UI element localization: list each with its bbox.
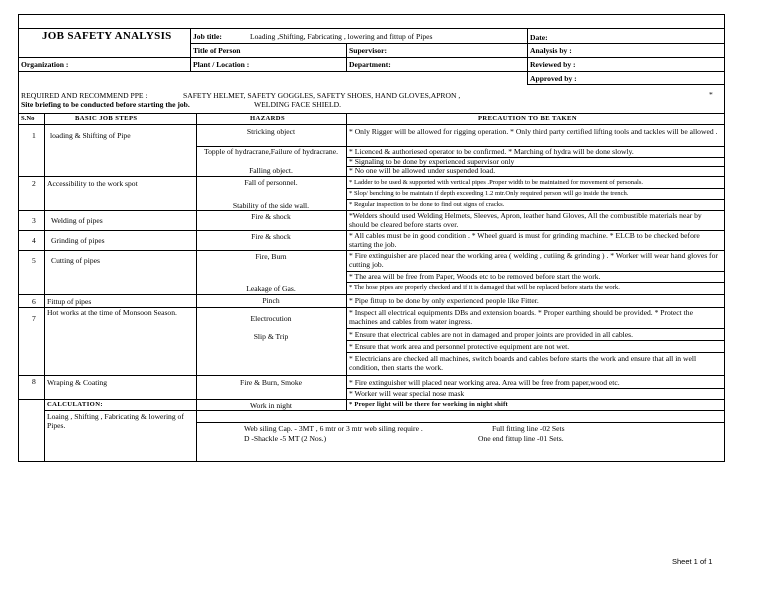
rule (346, 43, 347, 71)
rule (196, 250, 346, 251)
row-step: loading & Shifting of Pipe (50, 131, 131, 140)
rule (18, 210, 196, 211)
rule (346, 352, 725, 353)
hazard: Topple of hydracrane,Failure of hydracrane. (204, 147, 338, 156)
hazard: Stricking object (246, 127, 296, 136)
row-step: Accessibility to the work spot (47, 179, 138, 188)
row-no: 5 (32, 256, 36, 265)
rule (346, 399, 725, 400)
rule (346, 375, 725, 376)
rule (527, 84, 725, 85)
rule (18, 230, 196, 231)
precaution: * Slop/ benching to be maintain if depth exceeding 1.2 mtr.Only required person will go inside the trench. (349, 190, 629, 197)
precaution: * Ensure that work area and personnel protective equipment are not wet. (349, 342, 570, 351)
rule (196, 230, 346, 231)
rule (346, 328, 725, 329)
rule (527, 28, 528, 84)
hazard: Fire & shock (251, 212, 291, 221)
ppe-label: REQUIRED AND RECOMMEND PPE : (21, 91, 148, 100)
rule (346, 282, 725, 283)
rule (196, 176, 346, 177)
precaution: * Ensure that electrical cables are not in damaged and proper joints are provided in all cables. (349, 330, 634, 339)
rule (18, 28, 725, 29)
ppe-star: * (709, 90, 713, 99)
hazard: Fire, Burn (255, 252, 287, 261)
rule (18, 399, 196, 400)
rule (196, 422, 725, 423)
row-no: 4 (32, 236, 36, 245)
precaution: * Signaling to be done by experienced supervisor only (349, 157, 515, 166)
row-no: 1 (32, 131, 36, 140)
calculation-step: Loaing , Shifting , Fabricating & lowering of Pipes. (47, 412, 184, 430)
department-label: Department: (349, 60, 391, 69)
precaution: * Proper light will be there for working in night shift (349, 401, 508, 408)
calc-line1-left: Web siling Cap. - 3MT , 6 mtr or 3 mtr web siling require . (244, 424, 423, 433)
sheet-footer: Sheet 1 of 1 (672, 557, 713, 566)
rule (190, 28, 191, 71)
precaution: * Pipe fittup to be done by only experienced people like Fitter. (349, 296, 539, 305)
welding-shield: WELDING FACE SHIELD. (254, 100, 341, 109)
supervisor-label: Supervisor: (349, 46, 387, 55)
rule (196, 307, 346, 308)
row-no: 8 (32, 377, 36, 386)
rule (346, 294, 725, 295)
precaution: * Fire extinguisher will placed near working area. Area will be free from paper,wood etc. (349, 378, 620, 387)
rule (196, 410, 346, 411)
col-sno: S.No (21, 115, 35, 122)
date-label: Date: (530, 33, 548, 42)
rule (18, 176, 196, 177)
hazard: Work in night (250, 401, 292, 410)
row-step: Hot works at the time of Monsoon Season. (47, 308, 177, 317)
precaution: *Welders should used Welding Helmets, Sleeves, Apron, leather hand Gloves, All the combustible materials near by should be cleared before starts over. (349, 211, 702, 229)
row-step: Fittup of pipes (47, 297, 92, 306)
rule (18, 71, 725, 72)
precaution: * The area will be free from Paper, Woods etc to be removed before start the work. (349, 272, 601, 281)
precaution: * No one will be allowed under suspended load. (349, 166, 496, 175)
hazard: Fire & Burn, Smoke (239, 378, 302, 387)
row-no: 7 (32, 314, 36, 323)
job-title-value: Loading ,Shifting, Fabricating , lowering and fittup of Pipes (250, 32, 433, 41)
rule (190, 43, 725, 44)
hazard: Falling object. (249, 166, 293, 175)
calc-line1-right: Full fitting line -02 Sets (492, 424, 565, 433)
hazard: Leakage of Gas. (246, 284, 296, 293)
calc-line2-right: One end fittup line -01 Sets. (478, 434, 564, 443)
precaution: * Fire extinguisher are placed near the working area ( welding , cutiing & grinding ) . * Worker will wear hand gloves for cutting job. (349, 251, 718, 269)
precaution: * The hose pipes are properly checked and if it is damaged that will be replaced before starts the work. (349, 284, 620, 291)
reviewed-by-label: Reviewed by : (530, 60, 576, 69)
hazard: Fall of personnel. (244, 178, 298, 187)
row-step: Grinding of pipes (51, 236, 105, 245)
hazard: Stability of the side wall. (232, 201, 310, 210)
approved-by-label: Approved by : (530, 74, 577, 83)
hazard: Pinch (262, 296, 280, 305)
col-precaution: PRECAUTION TO BE TAKEN (478, 115, 577, 122)
rule (196, 399, 346, 400)
row-step: Cutting of pipes (51, 256, 100, 265)
precaution: * Ladder to be used & supported with vertical pipes .Proper width to be maintained for movement of personals. (349, 179, 644, 186)
col-hazards: HAZARDS (250, 115, 286, 122)
row-step: Wraping & Coating (47, 378, 108, 387)
rule (18, 57, 725, 58)
row-no: 2 (32, 179, 36, 188)
hazard: Slip & Trip (253, 332, 289, 341)
rule (44, 410, 196, 411)
col-steps: BASIC JOB STEPS (75, 115, 138, 122)
row-no: 3 (32, 216, 36, 225)
rule (346, 176, 725, 177)
rule (18, 294, 196, 295)
rule (196, 375, 346, 376)
row-step: Welding of pipes (51, 216, 103, 225)
calculation-label: CALCULATION: (47, 401, 103, 408)
precaution: * Licenced & authoriesed operator to be confirmed. * Marching of hydra will be done slowly. (349, 147, 634, 156)
rule (18, 375, 196, 376)
plant-location-label: Plant / Location : (193, 60, 250, 69)
precaution: * Worker will wear special nose mask (349, 389, 465, 398)
calc-line2-left: D -Shackle -5 MT (2 Nos.) (244, 434, 327, 443)
rule (18, 250, 196, 251)
analysis-by-label: Analysis by : (530, 46, 572, 55)
precaution: * Electricians are checked all machines, switch boards and cables before starts the work and ensure that all in well condition, then starts the work. (349, 354, 697, 372)
page-title: JOB SAFETY ANALYSIS (42, 30, 172, 42)
rule (196, 294, 346, 295)
briefing-text: Site briefing to be conducted before starting the job. (21, 100, 190, 109)
precaution: * Only Rigger will be allowed for rigging operation. * Only third party certified lifting tools and tackles will be allowed . (349, 127, 718, 136)
rule (346, 410, 725, 411)
row-no: 6 (32, 297, 36, 306)
rule (196, 210, 346, 211)
hazard: Fire & shock (251, 232, 291, 241)
rule (346, 188, 725, 189)
rule (346, 199, 725, 200)
rule (18, 113, 725, 114)
rule (18, 124, 725, 125)
job-title-label: Job title: (193, 32, 222, 41)
hazard: Electrocution (250, 314, 292, 323)
organization-label: Organization : (21, 60, 69, 69)
precaution: * Regular inspection to be done to find out signs of cracks. (349, 201, 505, 208)
ppe-value: SAFETY HELMET, SAFETY GOGGLES, SAFETY SHOES, HAND GLOVES,APRON , (183, 91, 461, 100)
rule (346, 340, 725, 341)
precaution: * All cables must be in good condition . * Wheel guard is must for grinding machine. * ELCB to be checked before starting the job. (349, 231, 700, 249)
precaution: * Inspect all electrical equipments DBs and extension boards. * Proper earthing should be provided. * Protect the machines and cables from water ingress. (349, 308, 693, 326)
title-of-person-label: Title of Person (193, 46, 241, 55)
